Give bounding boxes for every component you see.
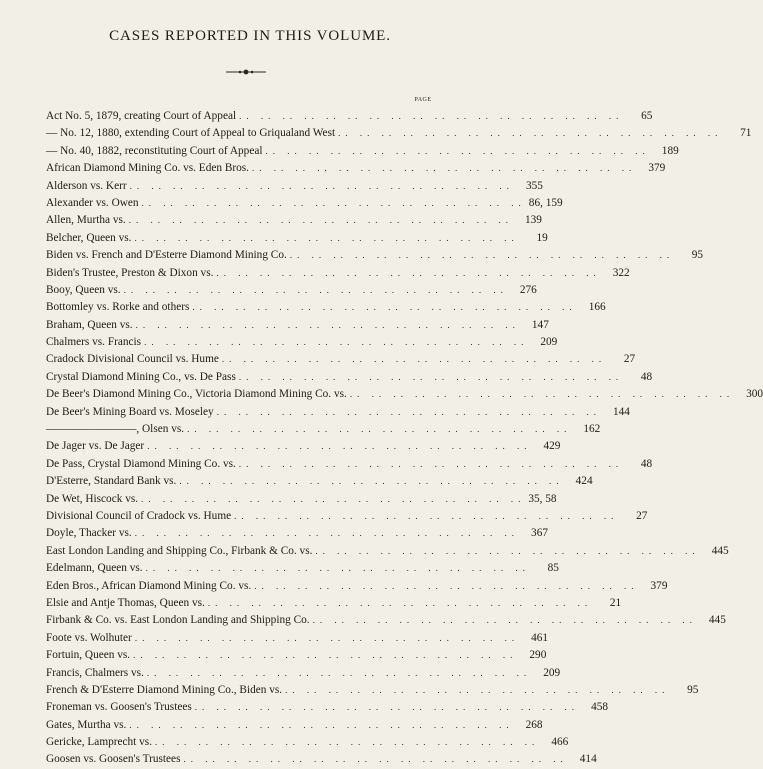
dot-leader: .. .. .. .. .. .. .. .. .. .. .. .. .. .. .. .. .. ..: [216, 267, 601, 278]
page-number: 21: [609, 596, 622, 609]
page-number: 424: [575, 475, 593, 488]
index-entry: [46, 404, 630, 421]
decorative-rule-ornament-icon: [226, 67, 266, 77]
case-name: Froneman vs. Goosen's Trustees: [46, 701, 192, 714]
dot-leader: .. .. .. .. .. .. .. .. .. .. .. .. .. .. .. .. .. ..: [349, 389, 735, 400]
index-entry: [46, 543, 729, 560]
case-name: Cradock Divisional Council vs. Hume: [46, 353, 219, 366]
page-title: CASES REPORTED IN THIS VOLUME.: [109, 28, 391, 44]
index-entry: [46, 682, 699, 699]
page-number: 147: [531, 318, 549, 331]
page-number: 209: [540, 336, 558, 349]
index-entry: [46, 317, 549, 334]
page-number: 300: [746, 388, 763, 401]
index-entry: [46, 491, 557, 508]
case-name: Foote vs. Wolhuter: [46, 631, 132, 644]
index-entry: [46, 456, 653, 473]
case-name: Francis, Chalmers vs.: [46, 666, 144, 679]
dot-leader: .. .. .. .. .. .. .. .. .. .. .. .. .. .. .. .. .. ..: [238, 458, 624, 469]
dot-leader: .. .. .. .. .. .. .. .. .. .. .. .. .. .. .. .. .. ..: [285, 684, 670, 695]
dot-leader: .. .. .. .. .. .. .. .. .. .. .. .. .. .. .. .. .. ..: [129, 719, 514, 730]
page-number: 166: [588, 301, 606, 314]
dot-leader: .. .. .. .. .. .. .. .. .. .. .. .. .. .. .. .. .. ..: [129, 180, 514, 191]
dot-leader: .. .. .. .. .. .. .. .. .. .. .. .. .. .. .. .. .. ..: [338, 128, 723, 139]
dot-leader: .. .. .. .. .. .. .. .. .. .. .. .. .. .. .. .. .. ..: [194, 702, 580, 713]
dot-leader: .. .. .. .. .. .. .. .. .. .. .. .. .. .. .. .. .. ..: [134, 528, 519, 539]
index-entry: [46, 212, 542, 229]
dot-leader: .. .. .. .. .. .. .. .. .. .. .. .. .. .. .. .. .. ..: [155, 737, 540, 748]
index-entry: [46, 630, 549, 647]
index-entry: [46, 717, 543, 734]
page-number: 48: [640, 370, 653, 383]
page-number: 268: [525, 718, 543, 731]
index-entry: [46, 369, 653, 386]
case-name: Fortuin, Queen vs.: [46, 649, 131, 662]
page-number: 414: [579, 753, 597, 766]
case-name: African Diamond Mining Co. vs. Eden Bros.: [46, 162, 250, 175]
case-name: Alexander vs. Owen: [46, 196, 139, 209]
dot-leader: .. .. .. .. .. .. .. .. .. .. .. .. .. .. .. .. .. ..: [239, 111, 624, 121]
index-entry: [46, 560, 559, 577]
dot-leader: .. .. .. .. .. .. .. .. .. .. .. .. .. .. .. .. .. ..: [133, 650, 518, 661]
dot-leader: .. .. .. .. .. .. .. .. .. .. .. .. .. .. .. .. .. ..: [252, 163, 637, 174]
case-index-list: [46, 108, 763, 769]
dot-leader: .. .. .. .. .. .. .. .. .. .. .. .. .. .. .. .. .. ..: [146, 667, 532, 678]
index-entry: [46, 525, 548, 542]
dot-leader: .. .. .. .. .. .. .. .. .. .. .. .. .. .. .. .. .. ..: [134, 632, 520, 643]
index-entry: [46, 647, 547, 664]
index-entry: [46, 230, 548, 247]
dot-leader: .. .. .. .. .. .. .. .. .. .. .. .. .. .. .. .. .. ..: [141, 493, 526, 504]
dot-leader: .. .. .. .. .. .. .. .. .. .. .. .. .. .. .. .. .. ..: [312, 615, 697, 626]
page-number: 19: [536, 231, 548, 244]
index-entry: [46, 178, 543, 195]
case-name: Gericke, Lamprecht vs.: [46, 736, 153, 749]
case-name: Biden's Trustee, Preston & Dixon vs.: [46, 266, 214, 279]
case-name: ————————, Olsen vs.: [46, 423, 185, 436]
index-entry: [46, 143, 679, 160]
index-entry: [46, 508, 648, 525]
index-entry: [46, 438, 561, 455]
index-entry: [46, 665, 561, 682]
case-name: — No. 40, 1882, reconstituting Court of Appeal: [46, 144, 263, 157]
case-name: De Beer's Mining Board vs. Moseley: [46, 405, 214, 418]
case-name: Elsie and Antje Thomas, Queen vs.: [46, 596, 205, 609]
dot-leader: .. .. .. .. .. .. .. .. .. .. .. .. .. .. .. .. .. ..: [134, 232, 519, 243]
page-number: 466: [551, 736, 569, 749]
page-number: 144: [613, 405, 630, 418]
dot-leader: .. .. .. .. .. .. .. .. .. .. .. .. .. .. .. .. .. ..: [128, 215, 513, 226]
page-number: 379: [648, 162, 666, 175]
index-entry: [46, 282, 537, 299]
dot-leader: .. .. .. .. .. .. .. .. .. .. .. .. .. .. .. .. .. ..: [221, 354, 607, 365]
dot-leader: .. .. .. .. .. .. .. .. .. .. .. .. .. .. .. .. .. ..: [216, 406, 601, 417]
case-name: Divisional Council of Cradock vs. Hume: [46, 509, 232, 522]
case-name: Braham, Queen vs.: [46, 318, 133, 331]
page-number: 35, 58: [528, 492, 557, 505]
case-name: De Beer's Diamond Mining Co., Victoria Diamond Mining Co. vs.: [46, 388, 347, 401]
page-number: 458: [591, 701, 609, 714]
index-entry: [46, 195, 563, 212]
index-entry: [46, 108, 653, 125]
case-name: Goosen vs. Goosen's Trustees: [46, 753, 181, 766]
case-name: East London Landing and Shipping Co., Firbank & Co. vs.: [46, 544, 313, 557]
dot-leader: .. .. .. .. .. .. .. .. .. .. .. .. .. .. .. .. .. ..: [141, 197, 526, 208]
case-name: Alderson vs. Kerr: [46, 179, 127, 192]
dot-leader: .. .. .. .. .. .. .. .. .. .. .. .. .. .. .. .. .. ..: [179, 476, 564, 487]
case-name: Belcher, Queen vs.: [46, 231, 132, 244]
page-number: 85: [547, 562, 559, 575]
index-entry: [46, 734, 569, 751]
page-number: 139: [525, 214, 542, 227]
index-entry: [46, 612, 726, 629]
case-name: Act No. 5, 1879, creating Court of Appeal: [46, 110, 237, 122]
page-number: 367: [531, 527, 548, 540]
index-entry: [46, 699, 609, 716]
page-number: 95: [687, 683, 699, 696]
index-entry: [46, 473, 593, 490]
page-column-header: PAGE: [414, 97, 432, 103]
dot-leader: .. .. .. .. .. .. .. .. .. .. .. .. .. .. .. .. .. ..: [147, 441, 532, 452]
page-number: 379: [650, 579, 668, 592]
page-number: 65: [641, 110, 653, 122]
dot-leader: .. .. .. .. .. .. .. .. .. .. .. .. .. .. .. .. .. ..: [123, 284, 508, 295]
case-name: D'Esterre, Standard Bank vs.: [46, 475, 177, 488]
dot-leader: .. .. .. .. .. .. .. .. .. .. .. .. .. .. .. .. .. ..: [183, 754, 568, 765]
dot-leader: .. .. .. .. .. .. .. .. .. .. .. .. .. .. .. .. .. ..: [192, 302, 577, 313]
index-entry: [46, 299, 606, 316]
page-number: 162: [583, 423, 601, 436]
case-name: Crystal Diamond Mining Co., vs. De Pass: [46, 370, 236, 383]
page-number: 95: [691, 249, 704, 262]
page-number: 461: [531, 631, 549, 644]
index-entry: [46, 265, 630, 282]
dot-leader: .. .. .. .. .. .. .. .. .. .. .. .. .. .. .. .. .. ..: [238, 371, 624, 382]
case-name: — No. 12, 1880, extending Court of Appeal to Griqualand West: [46, 127, 336, 140]
dot-leader: .. .. .. .. .. .. .. .. .. .. .. .. .. .. .. .. .. ..: [187, 424, 572, 435]
page-number: 355: [525, 179, 543, 192]
page-number: 445: [708, 614, 726, 627]
page-number: 48: [640, 457, 653, 470]
dot-leader: .. .. .. .. .. .. .. .. .. .. .. .. .. .. .. .. .. ..: [135, 319, 520, 330]
case-name: Booy, Queen vs.: [46, 283, 121, 296]
page-number: 189: [661, 144, 679, 157]
dot-leader: .. .. .. .. .. .. .. .. .. .. .. .. .. .. .. .. .. ..: [265, 145, 650, 156]
page-number: 86, 159: [528, 196, 563, 209]
case-name: Allen, Murtha vs.: [46, 214, 126, 227]
case-name: Chalmers vs. Francis: [46, 336, 142, 349]
dot-leader: .. .. .. .. .. .. .. .. .. .. .. .. .. .. .. .. .. ..: [207, 597, 593, 608]
page-number: 209: [543, 666, 561, 679]
dot-leader: .. .. .. .. .. .. .. .. .. .. .. .. .. .. .. .. .. ..: [145, 563, 530, 574]
index-entry: [46, 421, 601, 438]
case-name: De Pass, Crystal Diamond Mining Co. vs.: [46, 457, 236, 470]
case-name: Firbank & Co. vs. East London Landing and Shipping Co.: [46, 614, 310, 627]
index-entry: [46, 386, 763, 403]
dot-leader: .. .. .. .. .. .. .. .. .. .. .. .. .. .. .. .. .. ..: [315, 545, 700, 556]
dot-leader: .. .. .. .. .. .. .. .. .. .. .. .. .. .. .. .. .. ..: [144, 337, 529, 348]
page-number: 276: [519, 283, 537, 296]
page-number: 322: [612, 266, 630, 279]
case-name: Doyle, Thacker vs.: [46, 527, 132, 540]
page-number: 290: [529, 649, 547, 662]
index-entry: [46, 351, 636, 368]
dot-leader: .. .. .. .. .. .. .. .. .. .. .. .. .. .. .. .. .. ..: [234, 510, 619, 521]
page-number: 71: [740, 127, 752, 140]
case-name: Eden Bros., African Diamond Mining Co. vs.: [46, 579, 252, 592]
index-entry: [46, 578, 668, 595]
dot-leader: .. .. .. .. .. .. .. .. .. .. .. .. .. .. .. .. .. ..: [254, 580, 639, 591]
index-entry: [46, 125, 752, 142]
index-entry: [46, 751, 597, 768]
case-name: Biden vs. French and D'Esterre Diamond Mining Co.: [46, 249, 287, 262]
case-name: Bottomley vs. Rorke and others: [46, 301, 190, 314]
case-name: De Jager vs. De Jager: [46, 440, 145, 453]
case-name: Gates, Murtha vs.: [46, 718, 127, 731]
index-entry: [46, 595, 622, 612]
index-entry: [46, 334, 558, 351]
page-number: 445: [711, 544, 729, 557]
case-name: French & D'Esterre Diamond Mining Co., Biden vs.: [46, 683, 283, 696]
dot-leader: .. .. .. .. .. .. .. .. .. .. .. .. .. .. .. .. .. ..: [289, 250, 675, 261]
index-entry: [46, 247, 704, 264]
page-number: 27: [623, 353, 636, 366]
page-number: 429: [543, 440, 561, 453]
page-number: 27: [636, 509, 648, 522]
case-name: Edelmann, Queen vs.: [46, 562, 143, 575]
index-entry: [46, 160, 666, 177]
case-name: De Wet, Hiscock vs.: [46, 492, 139, 505]
